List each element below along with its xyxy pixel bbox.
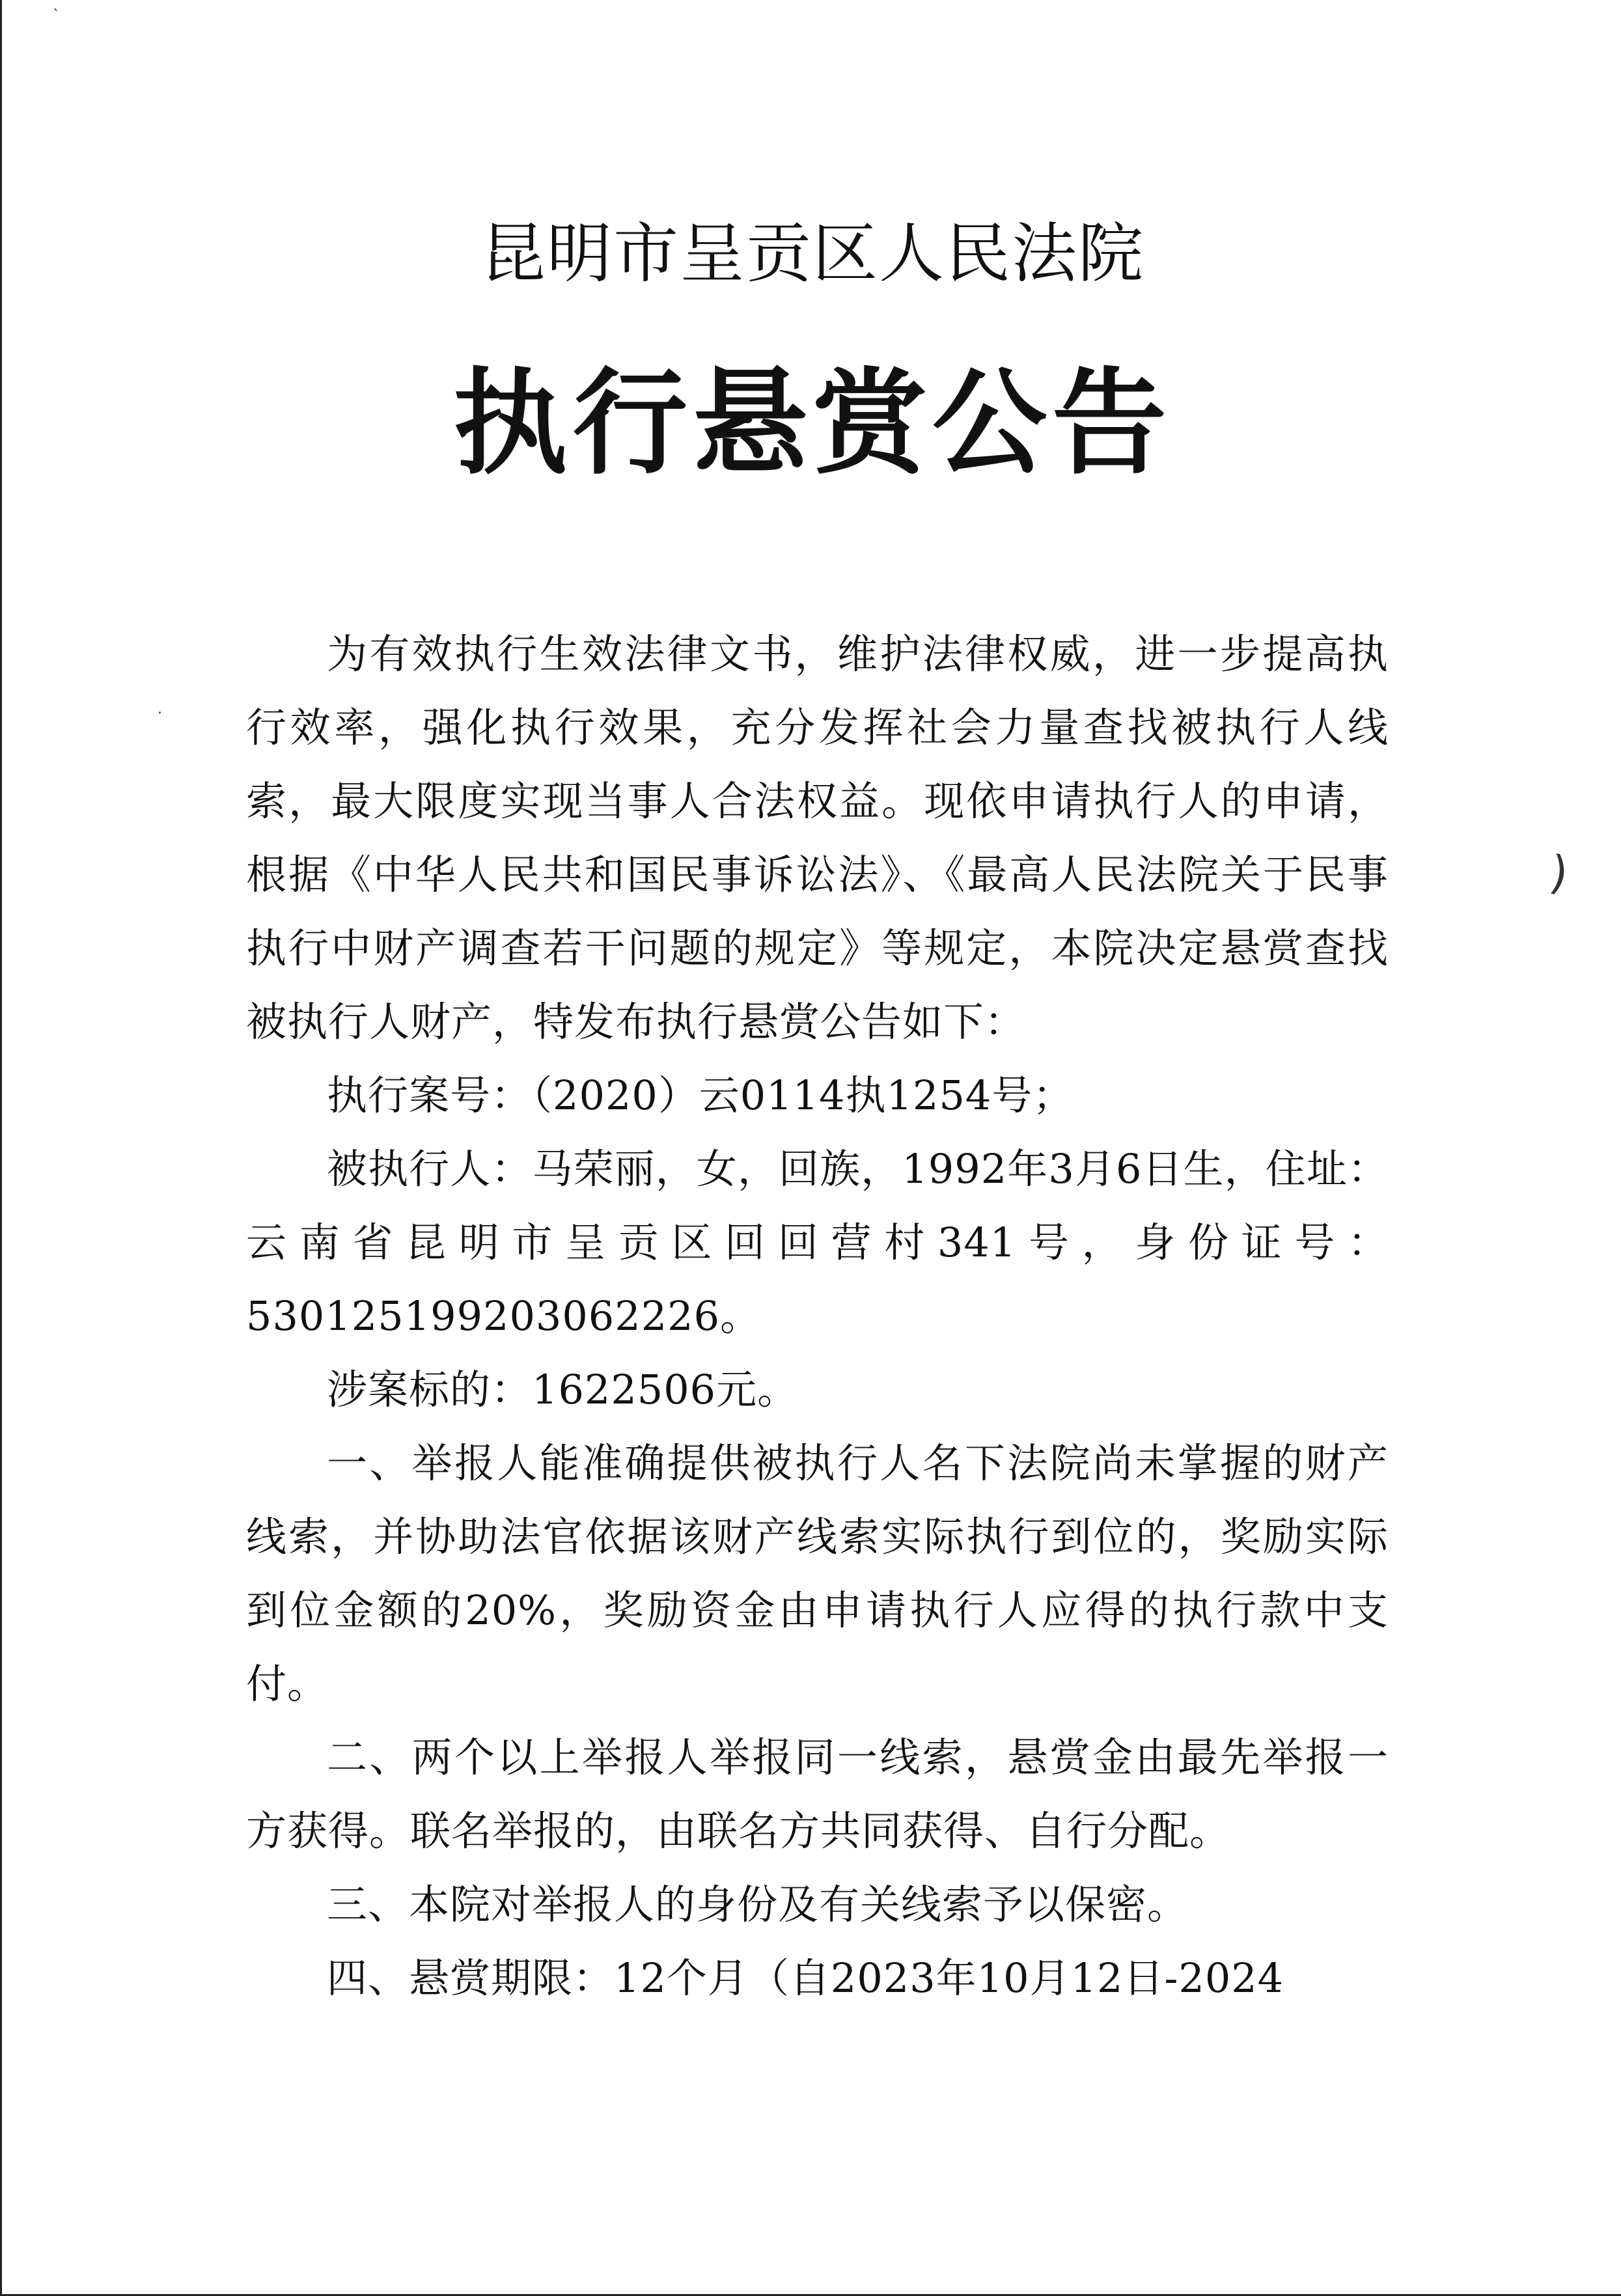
scan-speck-mark: ` (53, 8, 60, 24)
case-number: 执行案号：（2020）云0114执1254号； (327, 1072, 1074, 1119)
clause-four: 四、悬赏期限：12个月（自2023年10月12日-2024 (327, 1954, 1284, 2002)
document-title: 执行悬赏公告 (452, 355, 1172, 490)
case-amount: 涉案标的：1622506元。 (327, 1366, 799, 1413)
notice-body (246, 617, 1389, 2015)
court-name: 昆明市呈贡区人民法院 (480, 215, 1144, 292)
intro-paragraph: 为有效执行生效法律文书，维护法律权威，进一步提高执行效率，强化执行效果，充分发挥社会力量查找被执行人线索，最大限度实现当事人合法权益。现依申请执行人的申请，根据《中华人民共和国民事诉讼法》、《最高人民法院关于民事执行中财产调查若干问题的规定》等规定，本院决定悬赏查找被执行人财产，特发布执行悬赏公告如下： (246, 630, 1389, 1045)
clause-three: 三、本院对举报人的身份及有关线索予以保密。 (327, 1881, 1189, 1928)
clause-two: 二、两个以上举报人举报同一线索，悬赏金由最先举报一方获得。联名举报的，由联名方共同获得、自行分配。 (246, 1734, 1389, 1855)
respondent-info: 被执行人：马荣丽，女，回族，1992年3月6日生，住址：云南省昆明市呈贡区回回营村341号，身份证号：530125199203062226。 (246, 1145, 1389, 1340)
scan-speck-mark: ˙ (156, 710, 164, 729)
clause-one: 一、举报人能准确提供被执行人名下法院尚未掌握的财产线索，并协助法官依据该财产线索实际执行到位的，奖励实际到位金额的20%，奖励资金由申请执行人应得的执行款中支付。 (246, 1439, 1389, 1708)
scan-pen-mark: ) (1546, 845, 1572, 901)
